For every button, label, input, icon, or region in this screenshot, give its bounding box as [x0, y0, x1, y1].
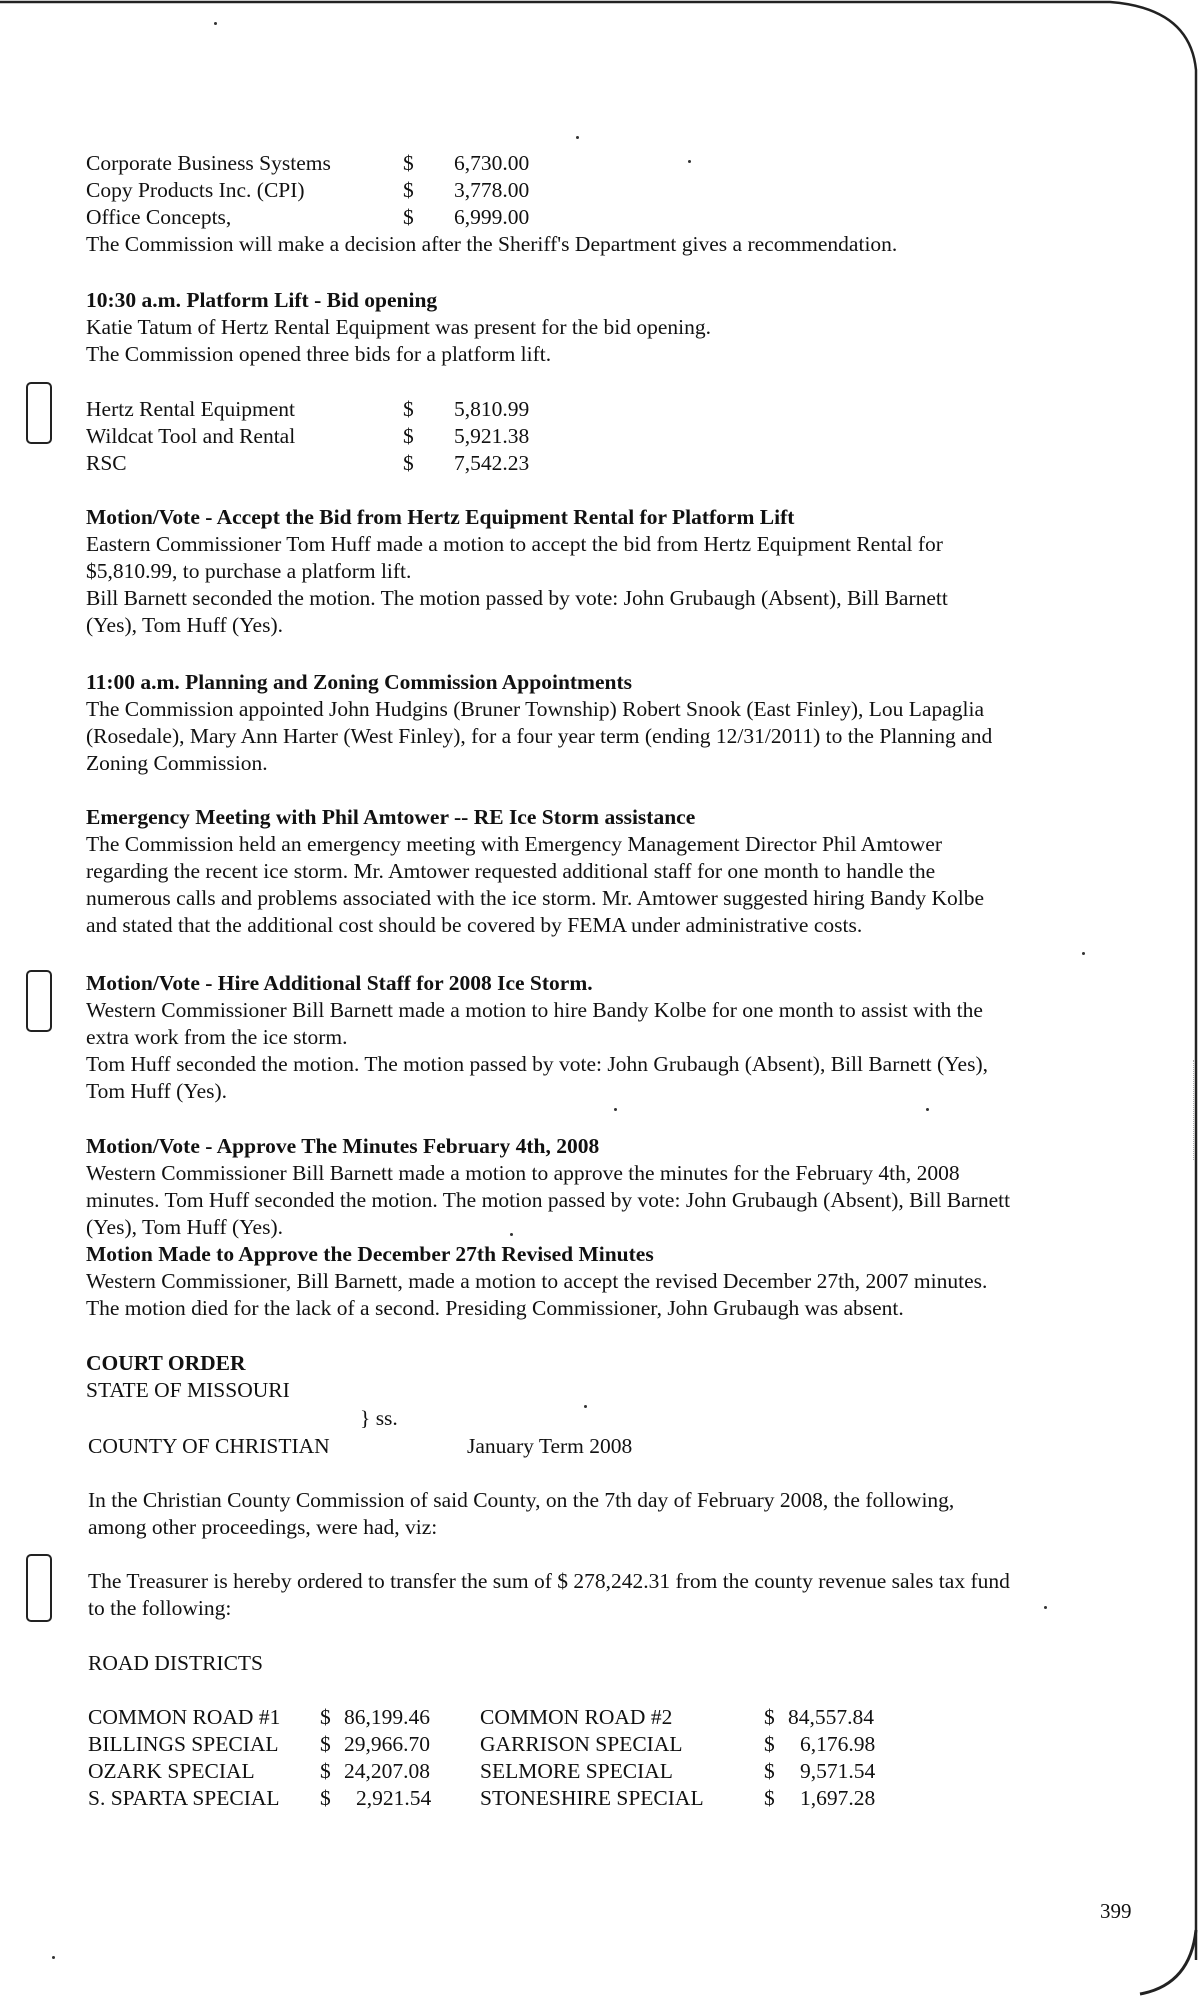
road-currency: $: [320, 1759, 331, 1783]
section-heading: Emergency Meeting with Phil Amtower -- RE Ice Storm assistance: [86, 805, 696, 829]
court-order-state: STATE OF MISSOURI: [86, 1378, 290, 1402]
scan-gutter-mark: [1193, 1060, 1195, 1160]
bid-vendor: Office Concepts,: [86, 205, 232, 229]
road-currency: $: [764, 1705, 775, 1729]
section-heading: Motion/Vote - Accept the Bid from Hertz Equipment Rental for Platform Lift: [86, 505, 795, 529]
road-name: COMMON ROAD #1: [88, 1705, 281, 1729]
bid-currency: $: [403, 151, 414, 175]
road-name: S. SPARTA SPECIAL: [88, 1786, 280, 1810]
scan-speck: [584, 1405, 587, 1408]
bid-amount: 7,542.23: [454, 451, 530, 475]
bid-vendor: Copy Products Inc. (CPI): [86, 178, 305, 202]
court-order-intro: In the Christian County Commission of said County, on the 7th day of February 2008, the following, among other proceedings, were had, viz:: [88, 1488, 955, 1539]
road-amount: 29,966.70: [344, 1732, 430, 1756]
road-currency: $: [320, 1786, 331, 1810]
road-name: STONESHIRE SPECIAL: [480, 1786, 704, 1810]
road-currency: $: [764, 1759, 775, 1783]
road-currency: $: [764, 1786, 775, 1810]
bid-amount: 5,921.38: [454, 424, 530, 448]
bid-currency: $: [403, 451, 414, 475]
motion-minutes-section: Motion/Vote - Approve The Minutes February 4th, 2008 Western Commissioner Bill Barnett made a motion to approve the minutes for the February 4th, 2008 minutes. Tom Huff seconded the motion. The motion passed by vote: John Grubaugh (Absent), Bill Barnett (Yes), Tom Huff (Yes). Motion Made to Approve the December 27th Revised Minutes Western Commissioner, Bill Barnett, made a motion to accept the revised December 27th, 2007 minutes. The motion died for the lack of a second. Presiding Commissioner, John Grubaugh was absent.: [86, 1133, 1121, 1322]
scan-speck: [576, 136, 579, 139]
road-amount: 9,571.54: [800, 1759, 876, 1783]
road-currency: $: [764, 1732, 775, 1756]
road-amount: 2,921.54: [356, 1786, 432, 1810]
emergency-section: Emergency Meeting with Phil Amtower -- RE Ice Storm assistance The Commission held an emergency meeting with Emergency Management Director Phil Amtower regarding the recent ice storm. Mr. Amtower requested additional staff for one month to handle the numerous calls and problems associated with the ice storm. Mr. Amtower suggested hiring Bandy Kolbe and stated that the additional cost should be covered by FEMA under administrative costs.: [86, 804, 1121, 939]
section-heading: Motion/Vote - Hire Additional Staff for 2008 Ice Storm.: [86, 971, 593, 995]
planning-section: 11:00 a.m. Planning and Zoning Commission Appointments The Commission appointed John Hudgins (Bruner Township) Robert Snook (East Finley), Lou Lapaglia (Rosedale), Mary Ann Harter (West Finley), for a four year term (ending 12/31/2011) to the Planning and Zoning Commission.: [86, 669, 1121, 777]
page-number: 399: [1100, 1899, 1132, 1923]
road-amount: 1,697.28: [800, 1786, 876, 1810]
road-amount: 84,557.84: [788, 1705, 874, 1729]
bid-currency: $: [403, 397, 414, 421]
road-name: COMMON ROAD #2: [480, 1705, 673, 1729]
scan-speck: [214, 22, 217, 25]
court-order-transfer: The Treasurer is hereby ordered to transfer the sum of $ 278,242.31 from the county revenue sales tax fund to the following:: [88, 1569, 1010, 1620]
road-districts-heading: ROAD DISTRICTS: [88, 1651, 264, 1675]
bid-vendor: Hertz Rental Equipment: [86, 397, 295, 421]
margin-bracket: [26, 1554, 52, 1622]
section-heading: Motion Made to Approve the December 27th Revised Minutes: [86, 1242, 654, 1266]
section-heading: 10:30 a.m. Platform Lift - Bid opening: [86, 288, 438, 312]
margin-bracket: [26, 382, 52, 444]
copier-note: The Commission will make a decision after the Sheriff's Department gives a recommendation.: [86, 232, 898, 256]
bid-currency: $: [403, 178, 414, 202]
margin-bracket: [26, 970, 52, 1032]
court-order-section: [86, 1350, 1121, 1404]
road-currency: $: [320, 1732, 331, 1756]
platform-lift-section: 10:30 a.m. Platform Lift - Bid opening Katie Tatum of Hertz Rental Equipment was present for the bid opening. The Commission opened three bids for a platform lift.: [86, 287, 1121, 368]
court-order-ss: } ss.: [360, 1406, 398, 1430]
road-amount: 86,199.46: [344, 1705, 430, 1729]
motion-lift-section: Motion/Vote - Accept the Bid from Hertz Equipment Rental for Platform Lift Eastern Commissioner Tom Huff made a motion to accept the bid from Hertz Equipment Rental for $5,810.99, to purchase a platform lift. Bill Barnett seconded the motion. The motion passed by vote: John Grubaugh (Absent), Bill Barnett (Yes), Tom Huff (Yes).: [86, 504, 1121, 639]
bid-currency: $: [403, 205, 414, 229]
bid-amount: 3,778.00: [454, 178, 530, 202]
road-amount: 24,207.08: [344, 1759, 430, 1783]
court-order-term: January Term 2008: [467, 1434, 633, 1458]
bid-currency: $: [403, 424, 414, 448]
bid-vendor: Corporate Business Systems: [86, 151, 331, 175]
road-name: OZARK SPECIAL: [88, 1759, 255, 1783]
scan-speck: [926, 1108, 929, 1111]
section-heading: Motion/Vote - Approve The Minutes February 4th, 2008: [86, 1134, 600, 1158]
scan-speck: [614, 1108, 617, 1111]
bid-vendor: Wildcat Tool and Rental: [86, 424, 296, 448]
section-heading: 11:00 a.m. Planning and Zoning Commission Appointments: [86, 670, 632, 694]
road-name: BILLINGS SPECIAL: [88, 1732, 279, 1756]
scan-speck: [688, 160, 691, 163]
road-amount: 6,176.98: [800, 1732, 876, 1756]
scan-speck: [1082, 952, 1085, 955]
bid-vendor: RSC: [86, 451, 127, 475]
scan-speck: [52, 1956, 55, 1959]
road-name: GARRISON SPECIAL: [480, 1732, 683, 1756]
court-order-county: COUNTY OF CHRISTIAN: [88, 1434, 330, 1458]
motion-staff-section: Motion/Vote - Hire Additional Staff for 2008 Ice Storm. Western Commissioner Bill Barnett made a motion to hire Bandy Kolbe for one month to assist with the extra work from the ice storm. Tom Huff seconded the motion. The motion passed by vote: John Grubaugh (Absent), Bill Barnett (Yes), Tom Huff (Yes).: [86, 970, 1121, 1105]
court-order-heading: COURT ORDER: [86, 1351, 246, 1375]
road-name: SELMORE SPECIAL: [480, 1759, 673, 1783]
bid-amount: 6,999.00: [454, 205, 530, 229]
road-currency: $: [320, 1705, 331, 1729]
bid-amount: 5,810.99: [454, 397, 530, 421]
bid-amount: 6,730.00: [454, 151, 530, 175]
